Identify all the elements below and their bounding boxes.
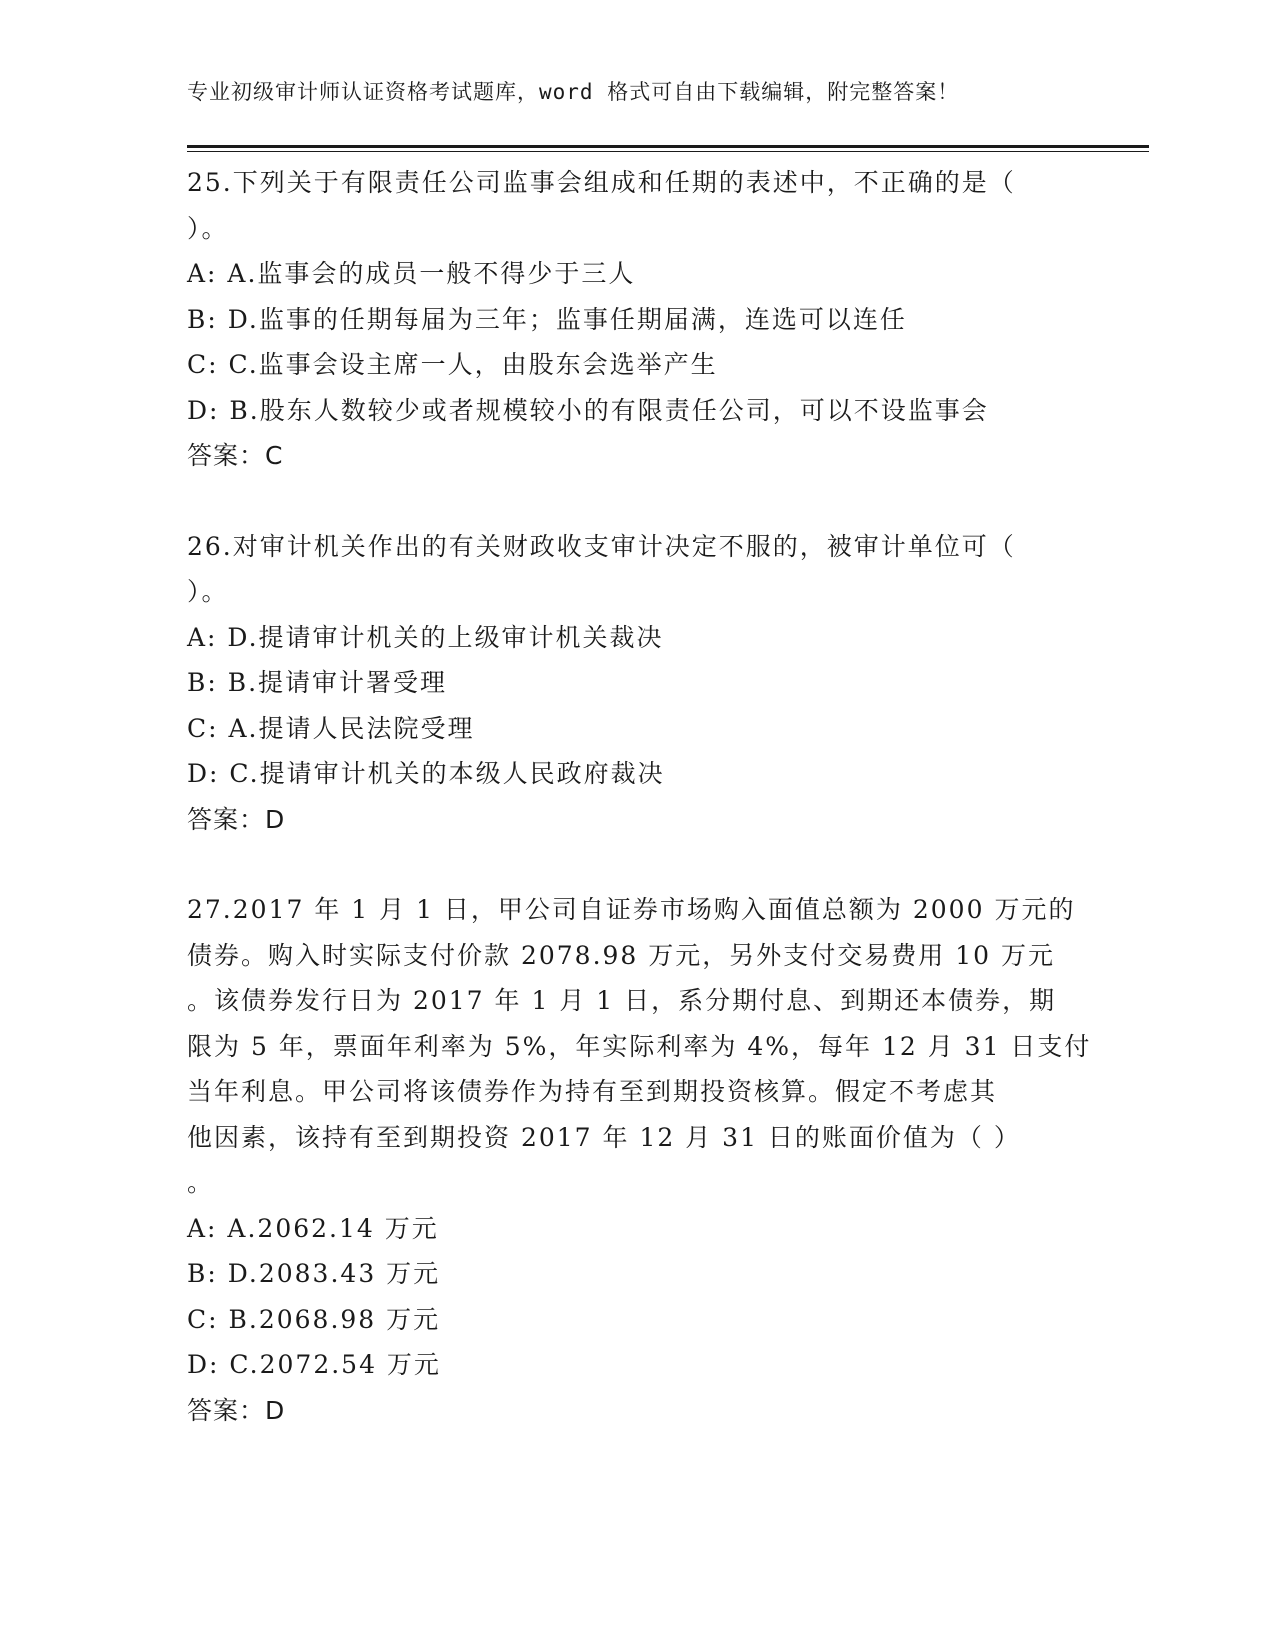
question-25	[187, 160, 1087, 479]
option-d: D: B.股东人数较少或者规模较小的有限责任公司，可以不设监事会	[187, 395, 989, 425]
question-stem-line: 他因素，该持有至到期投资 2017 年 12 月 31 日的账面价值为（ ）	[187, 1122, 1021, 1152]
question-stem-line: 25.下列关于有限责任公司监事会组成和任期的表述中，不正确的是（	[187, 168, 1016, 197]
answer-line: 答案：D	[187, 1395, 286, 1425]
question-27	[187, 887, 1092, 1433]
option-c: C: B.2068.98 万元	[187, 1304, 441, 1334]
header-rule-thin	[187, 151, 1149, 152]
question-stem-line: 。	[187, 1168, 215, 1197]
question-stem-line: ）。	[187, 577, 229, 606]
option-b: B: D.2083.43 万元	[187, 1259, 441, 1288]
question-stem-line: 债券。购入时实际支付价款 2078.98 万元，另外支付交易费用 10 万元	[187, 940, 1055, 970]
option-c: C: C.监事会设主席一人，由股东会选举产生	[187, 350, 718, 379]
option-a: A: D.提请审计机关的上级审计机关裁决	[187, 622, 664, 652]
option-a: A: A.2062.14 万元	[187, 1213, 439, 1243]
option-c: C: A.提请人民法院受理	[187, 713, 475, 743]
answer-line: 答案：D	[187, 804, 286, 834]
page-header: 专业初级审计师认证资格考试题库，word 格式可自由下载编辑，附完整答案！	[187, 80, 960, 104]
question-stem-line: ）。	[187, 213, 229, 243]
header-rule-thick	[187, 145, 1149, 148]
question-stem-line: 限为 5 年，票面年利率为 5%，年实际利率为 4%，每年 12 月 31 日支付	[187, 1031, 1092, 1061]
question-stem-line: 。该债券发行日为 2017 年 1 月 1 日，系分期付息、到期还本债券，期	[187, 986, 1057, 1015]
question-stem-line: 27.2017 年 1 月 1 日，甲公司自证券市场购入面值总额为 2000 万元的	[187, 895, 1076, 924]
question-26	[187, 524, 1087, 843]
option-b: B: D.监事的任期每届为三年；监事任期届满，连选可以连任	[187, 304, 907, 334]
option-d: D: C.提请审计机关的本级人民政府裁决	[187, 759, 665, 788]
option-d: D: C.2072.54 万元	[187, 1350, 441, 1379]
answer-line: 答案：C	[187, 441, 284, 470]
question-list	[187, 160, 1092, 1433]
option-b: B: B.提请审计署受理	[187, 668, 448, 697]
question-stem-line: 26.对审计机关作出的有关财政收支审计决定不服的，被审计单位可（	[187, 531, 1016, 561]
option-a: A: A.监事会的成员一般不得少于三人	[187, 259, 636, 288]
question-stem-line: 当年利息。甲公司将该债券作为持有至到期投资核算。假定不考虑其	[187, 1077, 998, 1106]
